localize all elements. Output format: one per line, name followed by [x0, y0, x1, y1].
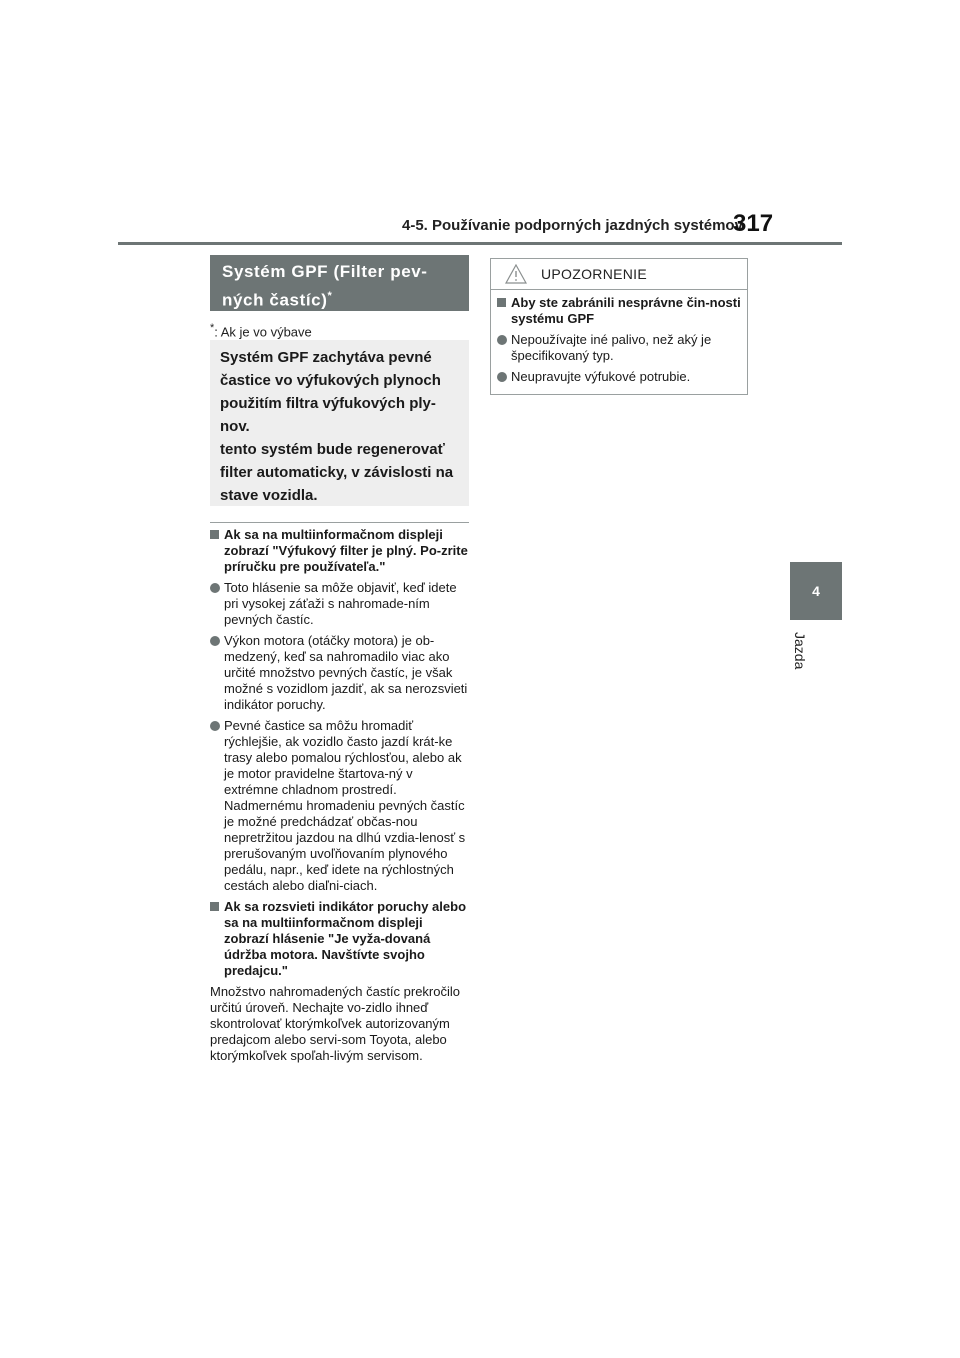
footnote-marker: * [210, 322, 215, 334]
subheading-filter-full [210, 527, 470, 575]
content-divider [210, 522, 469, 523]
square-bullet-icon [210, 530, 219, 539]
section-title-line1: Systém GPF (Filter pev- [222, 262, 428, 281]
warning-title: UPOZORNENIE [541, 266, 647, 282]
circle-bullet-icon [210, 636, 220, 646]
warning-bullet-text: Neupravujte výfukové potrubie. [511, 369, 691, 384]
warning-subheading-text: Aby ste zabránili nesprávne čin-nosti systému GPF [511, 295, 741, 326]
bullet-text: Pevné častice sa môžu hromadiť rýchlejšie, ak vozidlo často jazdí krát-ke trasy alebo pomalou rýchlosťou, alebo ak je motor pravidelne štartova-ný v extrémne chladnom prostredí. Nadmernému hromadeniu pevných častíc je možné predchádzať občas-nou nepretržitou jazdou na dlhú vzdia-lenosť s prerušovaným uvoľňovaním plynového pedálu, napr., keď idete na rýchlostných cestách alebo diaľni-ciach. [224, 718, 466, 893]
summary-paragraph-2: tento systém bude regenerovať filter automaticky, v závislosti na stave vozidla. [220, 441, 454, 504]
page-number: 317 [733, 210, 774, 237]
bullet-item [210, 580, 470, 628]
warning-bullet [497, 332, 741, 364]
circle-bullet-icon [497, 335, 507, 345]
circle-bullet-icon [497, 372, 507, 382]
warning-subheading [497, 295, 741, 327]
bullet-text: Toto hlásenie sa môže objaviť, keď idete pri vysokej záťaži s nahromade-ním pevných častíc. [224, 580, 457, 627]
body-paragraph: Množstvo nahromadených častíc prekročilo určitú úroveň. Nechajte vo-zidlo ihneď skontrolovať ktorýmkoľvek autorizovaným predajcom alebo servi-som Toyota, alebo ktorýmkoľvek spoľah-livým servisom. [210, 984, 461, 1063]
footnote-text: : Ak je vo výbave [214, 324, 312, 340]
subheading-malfunction-text: Ak sa rozsvieti indikátor poruchy alebo sa na multiinformačnom displeji zobrazí hlásenie "Je vyža-dovaná údržba motora. Navštívte svojho predajcu." [224, 899, 467, 978]
chapter-label: Jazda [792, 632, 808, 670]
bullet-item [210, 718, 470, 894]
subheading-filter-full-text: Ak sa na multiinformačnom displeji zobrazí "Výfukový filter je plný. Po-zrite príručku pre používateľa." [224, 527, 468, 574]
section-title-marker: * [327, 290, 333, 302]
warning-bullet [497, 369, 741, 385]
warning-bullet-text: Nepoužívajte iné palivo, než aký je špecifikovaný typ. [511, 332, 712, 363]
main-content [210, 527, 470, 1064]
section-title [210, 255, 469, 311]
warning-body [491, 290, 747, 385]
warning-header [491, 259, 747, 290]
warning-triangle-icon [505, 264, 527, 284]
summary-paragraph-1: Systém GPF zachytáva pevné častice vo výfukových plynoch použitím filtra výfukových ply-nov. [220, 349, 441, 435]
square-bullet-icon [497, 298, 506, 307]
bullet-item [210, 633, 470, 713]
circle-bullet-icon [210, 583, 220, 593]
summary-box [210, 340, 469, 506]
page-header [0, 0, 960, 250]
header-divider [118, 242, 842, 245]
bullet-text: Výkon motora (otáčky motora) je ob-medzený, keď sa nahromadilo viac ako určité množstvo pevných častíc, je však možné s vozidlom jazdiť, ak sa nerozsvieti indikátor poruchy. [224, 633, 468, 712]
circle-bullet-icon [210, 721, 220, 731]
footnote [210, 322, 312, 339]
subheading-malfunction [210, 899, 470, 979]
section-label: 4-5. Používanie podporných jazdných systémov [402, 217, 743, 234]
square-bullet-icon [210, 902, 219, 911]
section-title-line2-wrap [222, 284, 457, 313]
warning-box [490, 258, 748, 395]
chapter-tab: 4 [790, 562, 842, 620]
section-title-line2: ných častíc) [222, 290, 328, 310]
